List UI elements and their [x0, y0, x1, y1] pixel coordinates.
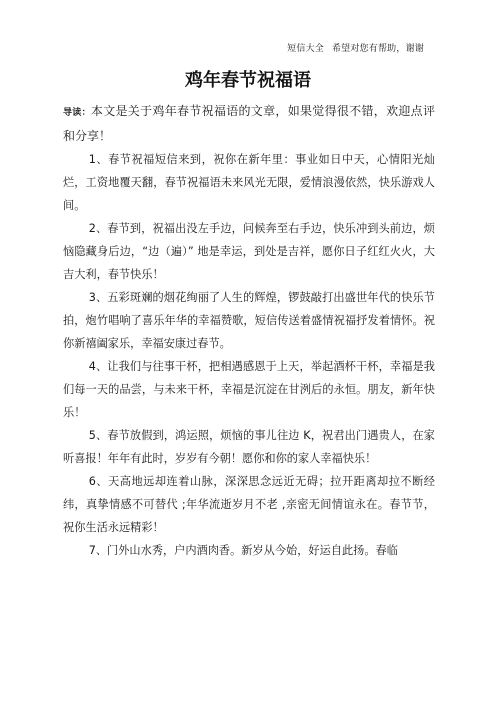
paragraph-7: 7、门外山水秀，户内酒肉香。新岁从今始，好运自此扬。春临 — [88, 544, 398, 557]
page-header — [287, 41, 424, 54]
paragraph-3: 3、五彩斑斓的烟花绚丽了人生的辉煌，锣鼓敲打出盛世年代的快乐节拍，炮竹唱响了喜乐年华的幸福赞歌，短信传送着盛情祝福抒发着情怀。祝你新禧阖家乐，幸福安康过春节。 — [63, 291, 435, 350]
header-tagline: 希望对您有帮助，谢谢 — [331, 44, 424, 54]
header-site-name: 短信大全 — [287, 44, 324, 54]
intro-paragraph — [63, 100, 435, 148]
intro-text: 本文是关于鸡年春节祝福语的文章，如果觉得很不错，欢迎点评和分享！ — [63, 104, 435, 143]
intro-label: 导读： — [63, 108, 91, 118]
paragraph-4: 4、让我们与往事干杯，把相遇感恩于上天，举起酒杯干杯，幸福是我们每一天的品尝，与未来干杯，幸福是沉淀在甘洌后的永恒。朋友，新年快乐！ — [63, 360, 435, 419]
paragraph-2: 2、春节到，祝福出没左手边，问候奔至右手边，快乐冲到头前边，烦恼隐藏身后边，“边（遍）” 地是幸运，到处是吉祥，愿你日子红红火火，大吉大利，春节快乐！ — [63, 222, 435, 281]
paragraph-5: 5、春节放假到，鸿运照，烦恼的事儿往边 K，祝君出门遇贵人，在家听喜报！年年有此时，岁岁有今朝！愿你和你的家人幸福快乐！ — [63, 429, 435, 465]
paragraph-1: 1、春节祝福短信来到，祝你在新年里：事业如日中天，心情阳光灿烂，工资地覆天翻，春节祝福语未来风光无限，爱情浪漫依然，快乐游戏人间。 — [63, 153, 435, 212]
paragraph-6: 6、天高地远却连着山脉，深深思念远近无碍；拉开距离却拉不断经纬，真挚情感不可替代 ;年华流逝岁月不老 ,亲密无间情谊永在。春节节，祝你生活永远精彩！ — [63, 475, 435, 534]
document-title: 鸡年春节祝福语 — [185, 70, 311, 91]
document-body — [63, 100, 435, 562]
